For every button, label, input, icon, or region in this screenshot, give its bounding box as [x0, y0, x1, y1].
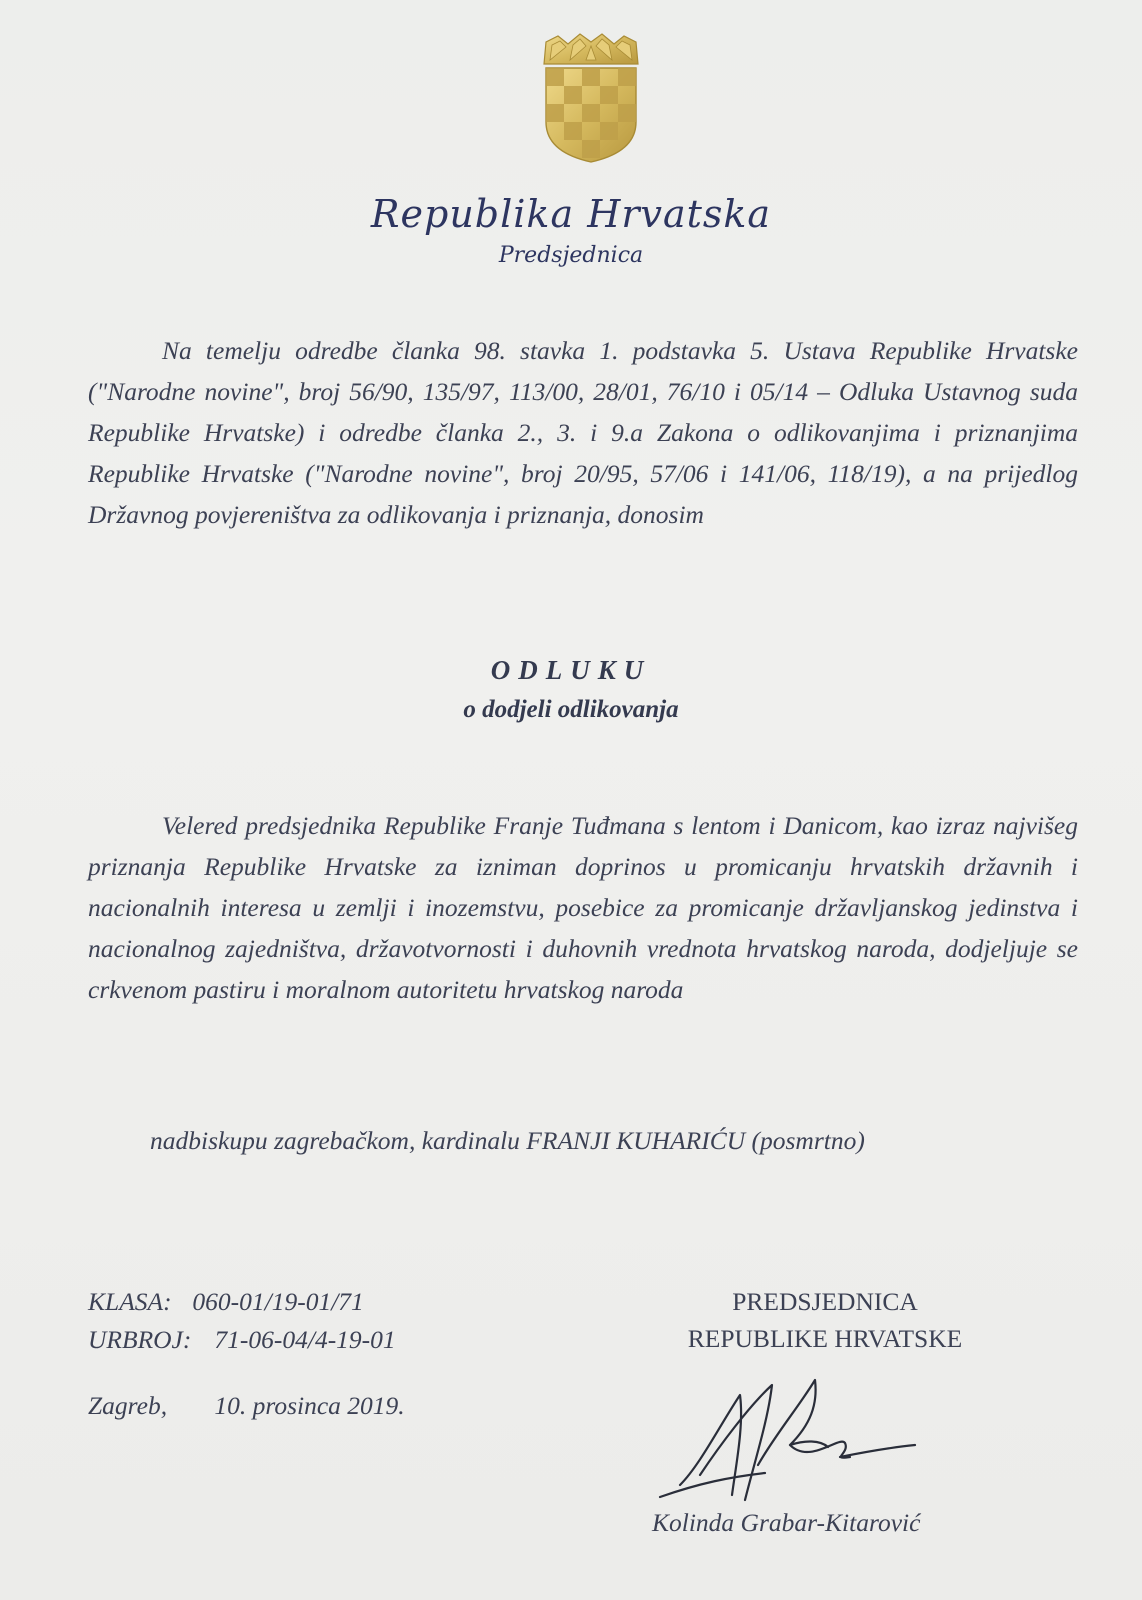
signatory-title — [640, 1283, 1010, 1357]
signatory-title-line2: REPUBLIKE HRVATSKE — [687, 1324, 963, 1353]
letterhead-republic: Republika Hrvatska — [370, 192, 772, 236]
decision-title-main: ODLUKU — [490, 655, 652, 685]
decision-title — [0, 650, 1142, 730]
letterhead — [0, 190, 1142, 274]
klasa-label: KLASA: — [88, 1287, 172, 1316]
signature-icon — [640, 1365, 960, 1515]
recipient-line: nadbiskupu zagrebačkom, kardinalu FRANJI KUHARIĆU (posmrtno) — [150, 1126, 865, 1155]
urbroj-line — [88, 1321, 396, 1359]
klasa-line — [88, 1283, 396, 1321]
letterhead-office: Predsjednica — [498, 243, 644, 268]
signatory-title-line1: PREDSJEDNICA — [732, 1287, 918, 1316]
signatory-name: Kolinda Grabar-Kitarović — [652, 1508, 921, 1537]
reference-block — [88, 1283, 396, 1359]
klasa-value: 060-01/19-01/71 — [192, 1287, 364, 1316]
date: 10. prosinca 2019. — [214, 1391, 405, 1420]
urbroj-label: URBROJ: — [88, 1325, 192, 1354]
decision-title-sub: o dodjeli odlikovanja — [463, 696, 679, 723]
place-date-line — [88, 1387, 405, 1425]
place: Zagreb, — [88, 1391, 168, 1420]
award-paragraph: Velered predsjednika Republike Franje Tuđmana s lentom i Danicom, kao izraz najvišeg priznanja Republike Hrvatske za izniman doprinos u promicanju hrvatskih državnih i nacionalnih interesa u zemlji i inozemstvu, posebice za promicanje državljanskog jedinstva i nacionalnog zajedništva, državotvornosti i duhovnih vrednota hrvatskog naroda, dodjeljuje se crkvenom pastiru i moralnom autoritetu hrvatskog naroda — [88, 811, 1078, 1004]
coat-of-arms-icon — [538, 30, 644, 164]
urbroj-value: 71-06-04/4-19-01 — [214, 1325, 396, 1354]
preamble-paragraph: Na temelju odredbe članka 98. stavka 1. podstavka 5. Ustava Republike Hrvatske ("Narodne novine", broj 56/90, 135/97, 113/00, 28/01, 76/10 i 05/14 – Odluka Ustavnog suda Republike Hrvatske) i odredbe članka 2., 3. i 9.a Zakona o odlikovanjima i priznanjima Republike Hrvatske ("Narodne novine", broj 20/95, 57/06 i 141/06, 118/19), a na prijedlog Državnog povjereništva za odlikovanja i priznanja, donosim — [88, 336, 1078, 529]
